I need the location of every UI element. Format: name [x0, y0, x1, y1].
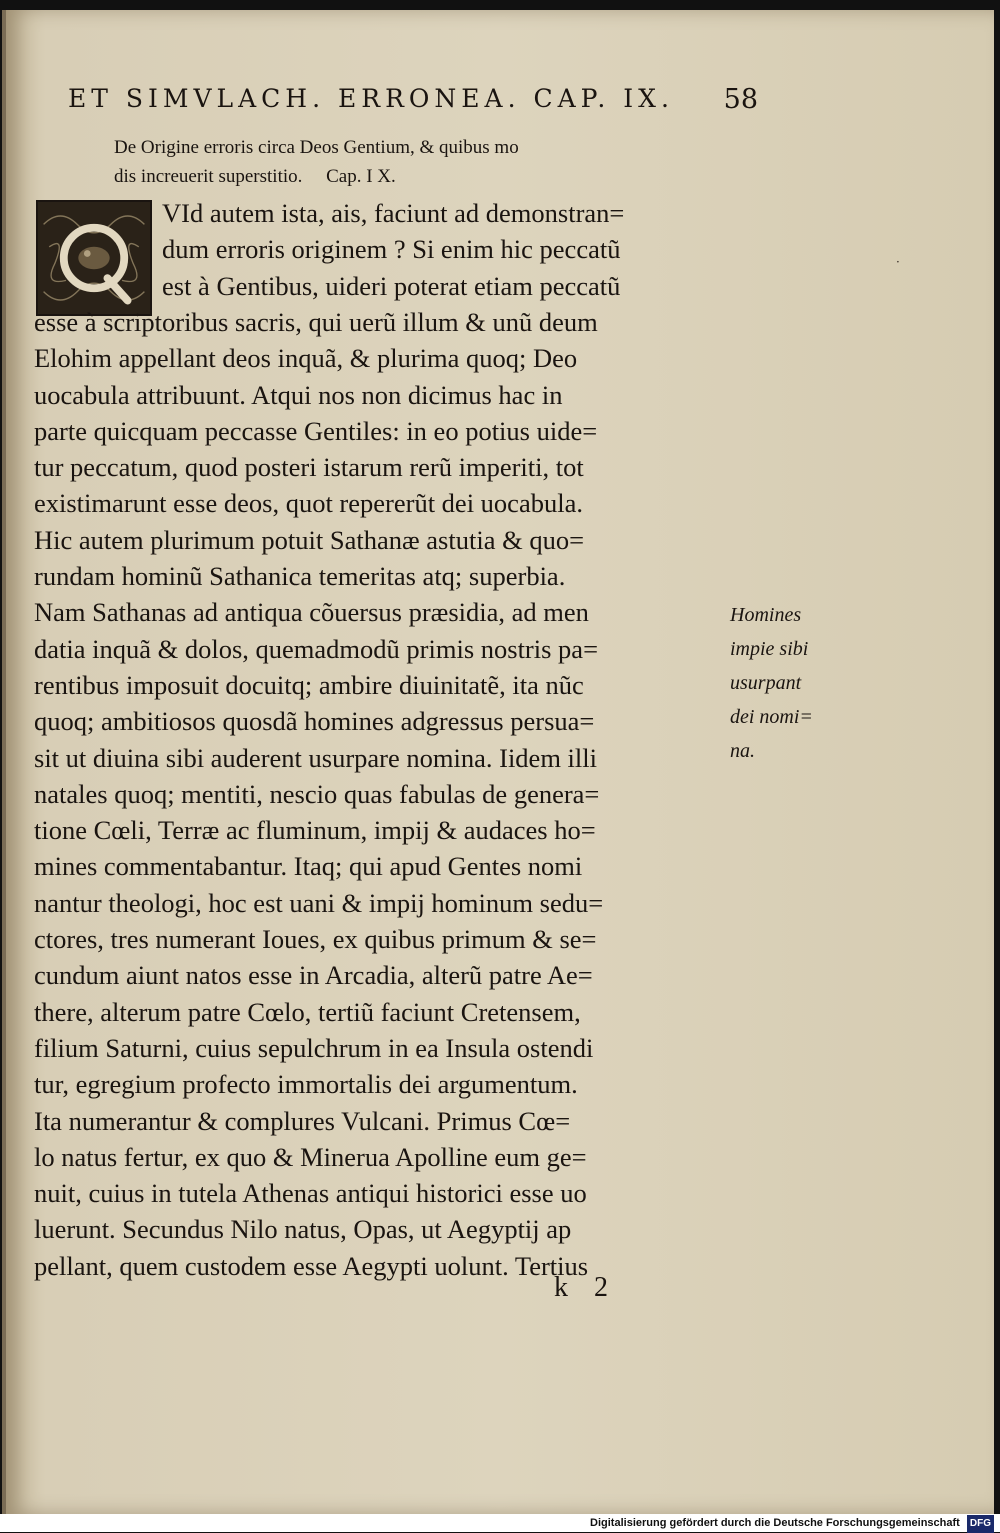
marginal-line: Homines — [730, 604, 802, 626]
body-line: dum erroris originem ? Si enim hic peccatũ — [162, 234, 621, 265]
body-line: Hic autem plurimum potuit Sathanæ astutia & quo= — [34, 524, 585, 555]
body-line: ctores, tres numerant Ioues, ex quibus primum & se= — [34, 924, 597, 954]
body-line: natales quoq; mentiti, nescio quas fabulas de genera= — [34, 778, 600, 809]
chapter-title — [114, 133, 714, 191]
body-line: filium Saturni, cuius sepulchrum in ea Insula ostendi — [34, 1032, 594, 1063]
body-line: nuit, cuius in tutela Athenas antiqui historici esse uo — [34, 1178, 587, 1209]
body-line: there, alterum patre Cœlo, tertiũ faciunt Cretensem, — [34, 996, 581, 1027]
body-line: luerunt. Secundus Nilo natus, Opas, ut Aegyptij ap — [34, 1214, 572, 1245]
body-line: nantur theologi, hoc est uani & impij hominum sedu= — [34, 887, 604, 918]
body-line: Ita numerantur & complures Vulcani. Primus Cœ= — [34, 1105, 571, 1136]
body-line: Elohim appellant deos inquã, & plurima quoq; Deo — [34, 343, 578, 374]
marginal-line: na. — [730, 740, 755, 762]
body-line: esse à scriptoribus sacris, qui uerũ illum & unũ deum — [34, 306, 598, 337]
body-line: rundam hominũ Sathanica temeritas atq; superbia. — [34, 561, 566, 591]
dfg-logo-icon: DFG — [967, 1515, 994, 1533]
decorated-initial — [36, 200, 152, 316]
marginal-line: dei nomi= — [730, 706, 813, 728]
body-line: existimarunt esse deos, quot repererũt dei uocabula. — [34, 488, 583, 519]
body-line: tur, egregium profecto immortalis dei argumentum. — [34, 1069, 578, 1100]
footer-bar — [0, 1514, 1000, 1532]
marginal-line: usurpant — [730, 672, 802, 694]
body-line: VId autem ista, ais, faciunt ad demonstran= — [162, 198, 625, 228]
marginal-line: impie sibi — [730, 638, 809, 660]
footer-credit: Digitalisierung gefördert durch die Deutsche Forschungsgemeinschaft — [590, 1517, 960, 1529]
body-line: tione Cœli, Terræ ac fluminum, impij & audaces ho= — [34, 815, 596, 846]
body-line: est à Gentibus, uideri poterat etiam peccatũ — [162, 270, 621, 301]
ornamental-initial-icon — [38, 202, 150, 314]
body-line: lo natus fertur, ex quo & Minerua Apolline eum ge= — [34, 1141, 587, 1172]
body-line: pellant, quem custodem esse Aegypti uolunt. Tertius — [34, 1250, 589, 1281]
chapter-title-line-2: dis increuerit superstitio. Cap. I X. — [114, 166, 396, 187]
marginal-note — [730, 598, 840, 768]
folio-number: 58 — [723, 84, 758, 115]
signature-mark: k 2 — [554, 1272, 612, 1303]
body-line: mines commentabantur. Itaq; qui apud Gentes nomi — [34, 851, 583, 882]
running-header — [68, 84, 758, 115]
chapter-title-line-1: De Origine erroris circa Deos Gentium, & quibus mo — [114, 137, 519, 158]
stray-mark: · — [896, 255, 900, 269]
body-line: Nam Sathanas ad antiqua cõuersus præsidia, ad men — [34, 597, 589, 628]
body-line: sit ut diuina sibi auderent usurpare nomina. Iidem illi — [34, 742, 598, 773]
running-title: ET SIMVLACH. ERRONEA. CAP. IX. — [68, 84, 674, 113]
body-line: datia inquã & dolos, quemadmodũ primis nostris pa= — [34, 633, 599, 664]
body-line: uocabula attribuunt. Atqui nos non dicimus hac in — [34, 379, 563, 410]
body-line: rentibus imposuit docuitq; ambire diuinitatẽ, ita nũc — [34, 669, 584, 700]
body-line: quoq; ambitiosos quosdã homines adgressus persua= — [34, 706, 595, 737]
body-line: cundum aiunt natos esse in Arcadia, alterũ patre Ae= — [34, 960, 593, 991]
body-line: tur peccatum, quod posteri istarum rerũ imperiti, tot — [34, 452, 584, 483]
body-line: parte quicquam peccasse Gentiles: in eo potius uide= — [34, 415, 598, 446]
book-page — [2, 10, 994, 1514]
